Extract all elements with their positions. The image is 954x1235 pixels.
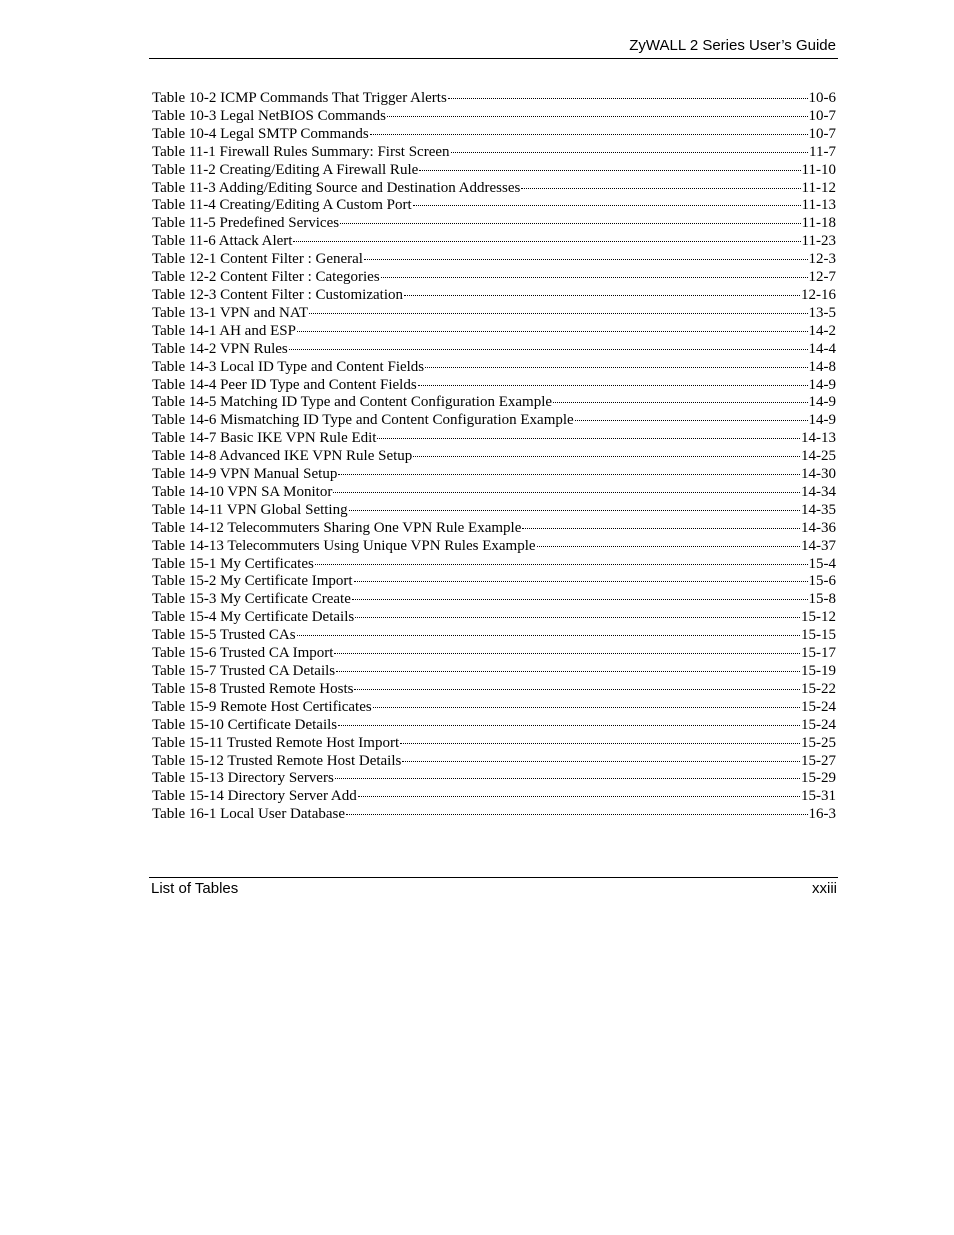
toc-entry-page: 11-13 (801, 197, 836, 214)
toc-entry-title: Table 14-5 Matching ID Type and Content Configuration Example (152, 394, 553, 411)
toc-entry-title: Table 11-4 Creating/Editing A Custom Port (152, 197, 412, 214)
toc-entry[interactable] (152, 269, 836, 287)
toc-entry[interactable] (152, 627, 836, 645)
toc-entry-page: 15-29 (801, 770, 836, 787)
toc-entry-page: 15-17 (801, 645, 836, 662)
page-header (149, 36, 838, 59)
toc-entry-page: 14-8 (808, 358, 836, 375)
dot-leader (333, 492, 800, 493)
toc-entry[interactable] (152, 538, 836, 556)
toc-entry[interactable] (152, 609, 836, 627)
toc-entry-page: 15-15 (801, 627, 836, 644)
toc-entry-page: 12-7 (808, 269, 836, 286)
toc-entry[interactable] (152, 359, 836, 377)
toc-entry[interactable] (152, 287, 836, 305)
toc-entry-page: 11-12 (801, 179, 836, 196)
toc-entry-title: Table 14-2 VPN Rules (152, 340, 288, 357)
dot-leader (309, 313, 807, 314)
list-of-tables (152, 90, 836, 824)
toc-entry-title: Table 15-7 Trusted CA Details (152, 663, 336, 679)
toc-entry-page: 14-2 (808, 322, 836, 339)
dot-leader (400, 743, 800, 744)
toc-entry-title: Table 14-3 Local ID Type and Content Fields (152, 358, 425, 375)
toc-entry-title: Table 14-11 VPN Global Setting (152, 501, 348, 518)
toc-entry-page: 15-24 (801, 698, 836, 715)
dot-leader (418, 385, 808, 386)
toc-entry[interactable] (152, 144, 836, 162)
toc-entry-title: Table 15-2 My Certificate Import (152, 573, 353, 590)
toc-entry-title: Table 11-2 Creating/Editing A Firewall Rule (152, 161, 419, 178)
toc-entry-title: Table 14-7 Basic IKE VPN Rule Edit (152, 430, 377, 447)
toc-entry[interactable] (152, 466, 836, 484)
toc-entry-page: 11-7 (809, 143, 836, 160)
toc-entry[interactable] (152, 645, 836, 663)
toc-entry[interactable] (152, 251, 836, 269)
toc-entry-page: 15-8 (808, 591, 836, 608)
dot-leader (370, 134, 808, 135)
toc-entry-title: Table 12-1 Content Filter : General (152, 251, 363, 268)
toc-entry-title: Table 16-1 Local User Database (152, 806, 346, 823)
toc-entry-page: 14-4 (808, 340, 836, 357)
page-footer (149, 877, 838, 902)
toc-entry-title: Table 13-1 VPN and NAT (152, 304, 309, 321)
toc-entry-title: Table 15-4 My Certificate Details (152, 609, 355, 626)
dot-leader (387, 116, 808, 117)
dot-leader (335, 778, 800, 779)
toc-entry-page: 12-16 (801, 286, 836, 303)
toc-entry-title: Table 15-14 Directory Server Add (152, 788, 357, 805)
toc-entry-page: 11-23 (801, 233, 836, 250)
toc-entry-page: 15-4 (808, 555, 836, 572)
toc-entry[interactable] (152, 788, 836, 806)
toc-entry-title: Table 15-8 Trusted Remote Hosts (152, 680, 354, 697)
dot-leader (315, 564, 808, 565)
dot-leader (355, 617, 800, 618)
toc-entry[interactable] (152, 735, 836, 753)
toc-entry[interactable] (152, 215, 836, 233)
toc-entry-title: Table 12-3 Content Filter : Customization (152, 286, 404, 303)
toc-entry-page: 15-12 (801, 609, 836, 626)
toc-entry-title: Table 15-1 My Certificates (152, 555, 314, 572)
toc-entry-title: Table 11-1 Firewall Rules Summary: First Screen (152, 143, 450, 160)
dot-leader (373, 707, 800, 708)
toc-entry-title: Table 14-6 Mismatching ID Type and Content Configuration Example (152, 412, 574, 429)
dot-leader (338, 474, 800, 475)
dot-leader (402, 761, 800, 762)
toc-entry-page: 15-27 (801, 752, 836, 769)
toc-entry[interactable] (152, 162, 836, 180)
toc-entry-title: Table 10-4 Legal SMTP Commands (152, 125, 369, 142)
toc-entry-title: Table 14-10 VPN SA Monitor (152, 483, 333, 500)
toc-entry[interactable] (152, 681, 836, 699)
dot-leader (297, 331, 808, 332)
toc-entry-title: Table 14-12 Telecommuters Sharing One VPN Rule Example (152, 519, 522, 536)
toc-entry[interactable] (152, 502, 836, 520)
toc-entry-page: 12-3 (808, 251, 836, 268)
dot-leader (537, 546, 800, 547)
dot-leader (354, 581, 808, 582)
toc-entry[interactable] (152, 770, 836, 788)
toc-entry-page: 14-25 (801, 448, 836, 465)
toc-entry-page: 14-13 (801, 430, 836, 447)
footer-page-number: xxiii (812, 880, 837, 897)
toc-entry-title: Table 11-5 Predefined Services (152, 215, 340, 232)
dot-leader (358, 796, 800, 797)
toc-entry[interactable] (152, 806, 836, 824)
toc-entry[interactable] (152, 197, 836, 215)
dot-leader (338, 725, 800, 726)
toc-entry[interactable] (152, 305, 836, 323)
toc-entry-page: 11-18 (801, 215, 836, 232)
dot-leader (521, 188, 800, 189)
toc-entry[interactable] (152, 663, 836, 681)
toc-entry[interactable] (152, 753, 836, 771)
toc-entry[interactable] (152, 430, 836, 448)
toc-entry[interactable] (152, 717, 836, 735)
toc-entry[interactable] (152, 394, 836, 412)
toc-entry-page: 15-31 (801, 788, 836, 805)
toc-entry-page: 10-6 (808, 90, 836, 106)
toc-entry[interactable] (152, 90, 836, 108)
toc-entry[interactable] (152, 233, 836, 251)
footer-section-title: List of Tables (151, 880, 239, 897)
dot-leader (413, 456, 800, 457)
toc-entry-page: 15-25 (801, 734, 836, 751)
toc-entry-page: 14-35 (801, 501, 836, 518)
toc-entry-page: 14-36 (801, 519, 836, 536)
toc-entry-title: Table 14-1 AH and ESP (152, 322, 296, 339)
toc-entry-page: 11-10 (801, 161, 836, 178)
toc-entry-page: 13-5 (808, 304, 836, 321)
toc-entry[interactable] (152, 126, 836, 144)
dot-leader (336, 671, 800, 672)
dot-leader (293, 241, 800, 242)
toc-entry-page: 14-30 (801, 466, 836, 483)
dot-leader (364, 259, 808, 260)
toc-entry-page: 10-7 (808, 125, 836, 142)
dot-leader (419, 170, 800, 171)
toc-entry-title: Table 14-9 VPN Manual Setup (152, 466, 338, 483)
header-title: ZyWALL 2 Series User’s Guide (629, 37, 836, 54)
dot-leader (349, 510, 800, 511)
toc-entry[interactable] (152, 412, 836, 430)
toc-entry-title: Table 15-12 Trusted Remote Host Details (152, 752, 402, 769)
toc-entry-page: 14-34 (801, 483, 836, 500)
toc-entry-title: Table 10-3 Legal NetBIOS Commands (152, 107, 386, 124)
toc-entry-page: 15-24 (801, 716, 836, 733)
dot-leader (340, 223, 800, 224)
toc-entry-title: Table 14-13 Telecommuters Using Unique VPN Rules Example (152, 537, 536, 554)
toc-entry-title: Table 15-3 My Certificate Create (152, 591, 351, 608)
toc-entry-title: Table 11-6 Attack Alert (152, 233, 293, 250)
dot-leader (451, 152, 809, 153)
toc-entry-title: Table 14-8 Advanced IKE VPN Rule Setup (152, 448, 413, 465)
toc-entry-title: Table 11-3 Adding/Editing Source and Destination Addresses (152, 179, 521, 196)
dot-leader (553, 402, 807, 403)
toc-entry-title: Table 10-2 ICMP Commands That Trigger Alerts (152, 90, 447, 106)
dot-leader (377, 438, 800, 439)
toc-entry-title: Table 12-2 Content Filter : Categories (152, 269, 380, 286)
toc-entry[interactable] (152, 520, 836, 538)
toc-entry-page: 15-6 (808, 573, 836, 590)
dot-leader (289, 349, 808, 350)
dot-leader (425, 367, 807, 368)
toc-entry[interactable] (152, 323, 836, 341)
dot-leader (448, 98, 808, 99)
toc-entry[interactable] (152, 699, 836, 717)
toc-entry-title: Table 15-13 Directory Servers (152, 770, 334, 787)
dot-leader (381, 277, 808, 278)
dot-leader (575, 420, 808, 421)
dot-leader (404, 295, 800, 296)
toc-entry[interactable] (152, 341, 836, 359)
dot-leader (522, 528, 800, 529)
toc-entry[interactable] (152, 448, 836, 466)
toc-entry-title: Table 14-4 Peer ID Type and Content Fields (152, 376, 417, 393)
dot-leader (297, 635, 800, 636)
toc-entry[interactable] (152, 591, 836, 609)
toc-entry-page: 10-7 (808, 107, 836, 124)
dot-leader (352, 599, 808, 600)
toc-entry-page: 15-19 (801, 663, 836, 679)
toc-entry-title: Table 15-6 Trusted CA Import (152, 645, 334, 662)
dot-leader (354, 689, 800, 690)
dot-leader (334, 653, 800, 654)
toc-entry-title: Table 15-9 Remote Host Certificates (152, 698, 372, 715)
toc-entry-title: Table 15-11 Trusted Remote Host Import (152, 734, 400, 751)
dot-leader (413, 205, 801, 206)
toc-entry-page: 14-37 (801, 537, 836, 554)
toc-entry-page: 14-9 (808, 376, 836, 393)
toc-entry[interactable] (152, 573, 836, 591)
toc-entry[interactable] (152, 108, 836, 126)
toc-entry-page: 14-9 (808, 394, 836, 411)
toc-entry[interactable] (152, 377, 836, 395)
toc-entry[interactable] (152, 484, 836, 502)
toc-entry[interactable] (152, 180, 836, 198)
toc-entry-page: 15-22 (801, 680, 836, 697)
toc-entry-title: Table 15-10 Certificate Details (152, 716, 338, 733)
toc-entry-page: 14-9 (808, 412, 836, 429)
toc-entry-page: 16-3 (808, 806, 836, 823)
toc-entry-title: Table 15-5 Trusted CAs (152, 627, 296, 644)
dot-leader (346, 814, 807, 815)
toc-entry[interactable] (152, 556, 836, 574)
